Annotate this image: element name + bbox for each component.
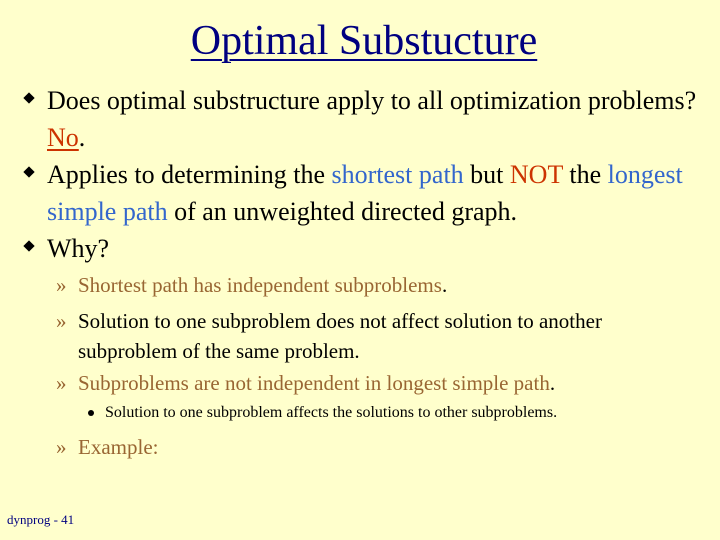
bullet-why (18, 230, 708, 267)
sub-bullet-not-independent: » Subproblems are not independent in longest simple path. (56, 368, 706, 398)
diamond-bullet-icon (23, 166, 34, 177)
longest-simple-path-term: longest simple path (47, 160, 683, 226)
diamond-bullet-icon (23, 92, 34, 103)
bullet-text: Does optimal substructure apply to all optimization problems? No. (47, 86, 697, 152)
slide-footer: dynprog - 41 (7, 512, 75, 527)
answer-no-link[interactable]: No (47, 123, 79, 152)
sub-sub-bullet: Solution to one subproblem affects the solutions to other subproblems. (88, 402, 708, 424)
bullet-optimal-substructure (18, 82, 708, 156)
sub-bullet-example: » Example: (56, 432, 706, 462)
bullet-text: Why? (47, 234, 110, 263)
diamond-bullet-icon (23, 240, 34, 251)
chevron-bullet-icon: » (56, 371, 67, 395)
sub-bullet-independent: » Shortest path has independent subproblems. (56, 270, 706, 300)
shortest-path-term: shortest path (331, 160, 464, 189)
slide-title: Optimal Substucture (190, 18, 538, 64)
chevron-bullet-icon: » (56, 273, 67, 297)
dot-bullet-icon (88, 410, 94, 416)
chevron-bullet-icon: » (56, 435, 67, 459)
sub-bullet-solution: » Solution to one subproblem does not affect solution to another subproblem of the same problem. (56, 306, 706, 366)
not-emphasis: NOT (509, 160, 563, 189)
bullet-text: Applies to determining the shortest path but NOT the longest simple path of an unweighted directed graph. (47, 160, 683, 226)
bullet-shortest-path (18, 156, 708, 230)
chevron-bullet-icon: » (56, 309, 67, 333)
